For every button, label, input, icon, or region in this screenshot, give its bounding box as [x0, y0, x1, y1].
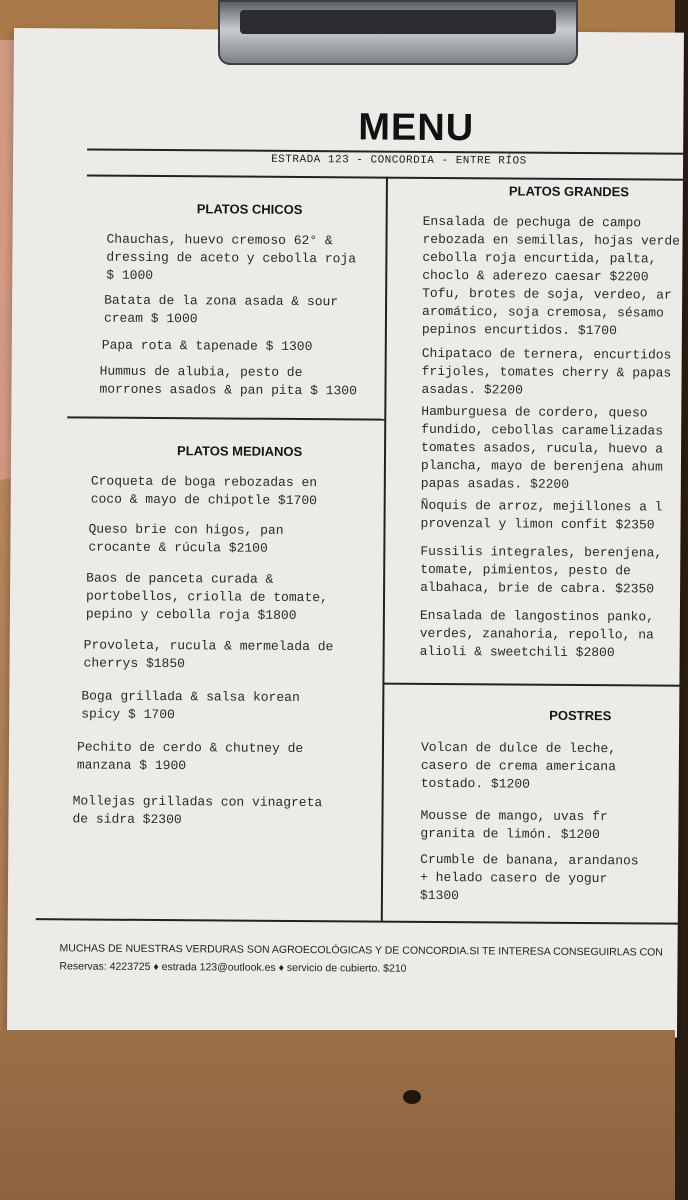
menu-item: Batata de la zona asada & sour cream $ 1000 — [103, 292, 339, 327]
clipboard-bottom — [0, 1030, 675, 1200]
clip-opening — [240, 10, 556, 34]
menu-item: Mollejas grilladas con vinagreta de sidra $2300 — [72, 793, 323, 828]
column-divider — [381, 177, 388, 922]
menu-item: Queso brie con higos, pan crocante & rúcula $2100 — [88, 521, 284, 556]
menu-item: Boga grillada & salsa korean spicy $ 1700 — [81, 688, 300, 723]
section-title-postres: POSTRES — [549, 707, 612, 724]
section-title-platos-grandes: PLATOS GRANDES — [508, 183, 630, 200]
menu-item: Pechito de cerdo & chutney de manzana $ 1900 — [76, 739, 304, 774]
menu-item: Mousse de mango, uvas fr granita de limón. $1200 — [420, 807, 608, 843]
clipboard-hole — [403, 1090, 421, 1104]
footer-divider — [36, 918, 682, 925]
menu-item: Chauchas, huevo cremoso 62° & dressing de aceto y cebolla roja $ 1000 — [106, 231, 357, 283]
menu-item: Hummus de alubia, pesto de morrones asados & pan pita $ 1300 — [99, 363, 357, 399]
menu-item: Ensalada de pechuga de campo rebozada en semillas, hojas verde cebolla roja encurtida, palta, choclo & aderezo caesar $2200 — [422, 213, 681, 285]
menu-item: Chipataco de ternera, encurtidos frijoles, tomates cherry & papas asadas. $2200 — [421, 345, 672, 398]
footer-notice: MUCHAS DE NUESTRAS VERDURAS SON AGROECOLÓGICAS Y DE CONCORDIA.SI TE INTERESA CONSEGUIRLAS CON — [59, 942, 663, 959]
menu-item: Croqueta de boga rebozadas en coco & mayo de chipotle $1700 — [90, 473, 318, 509]
section-title-platos-chicos: PLATOS CHICOS — [196, 201, 303, 218]
menu-item: Crumble de banana, arandanos + helado casero de yogur $1300 — [419, 851, 639, 904]
chicos-medianos-divider — [67, 416, 385, 420]
menu-item: Provoleta, rucula & mermelada de cherrys $1850 — [83, 637, 334, 672]
menu-item: Volcan de dulce de leche, casero de crema americana tostado. $1200 — [420, 739, 617, 792]
menu-item: Ensalada de langostinos panko, verdes, zanahoria, repollo, na alioli & sweetchili $2800 — [419, 607, 655, 661]
section-title-platos-medianos: PLATOS MEDIANOS — [177, 443, 303, 460]
menu-item: Fussilis integrales, berenjena, tomate, pimientos, pesto de albahaca, brie de cabra. $2350 — [420, 543, 663, 597]
menu-subtitle: ESTRADA 123 - CONCORDIA - ENTRE RÍOS — [271, 153, 527, 168]
menu-item: Hamburguesa de cordero, queso fundido, cebollas caramelizadas tomates asados, rucula, huevo a plancha, mayo de berenjena ahum papas asadas. $2200 — [420, 403, 664, 492]
menu-paper — [7, 28, 684, 1038]
menu-item: Ñoquis de arroz, mejillones a l provenzal y limon confit $2350 — [420, 497, 663, 533]
grandes-postres-divider — [383, 683, 683, 687]
menu-item: Baos de panceta curada & portobellos, criolla de tomate, pepino y cebolla roja $1800 — [85, 570, 328, 623]
menu-title: MENU — [358, 106, 475, 150]
menu-item: Tofu, brotes de soja, verdeo, ar aromático, soja cremosa, sésamo pepinos encurtidos. $1700 — [421, 285, 672, 339]
footer-contact: Reservas: 4223725 ♦ estrada 123@outlook.es ♦ servicio de cubierto. $210 — [59, 960, 407, 975]
clipboard-clip — [218, 0, 578, 65]
menu-item: Papa rota & tapenade $ 1300 — [101, 337, 313, 355]
